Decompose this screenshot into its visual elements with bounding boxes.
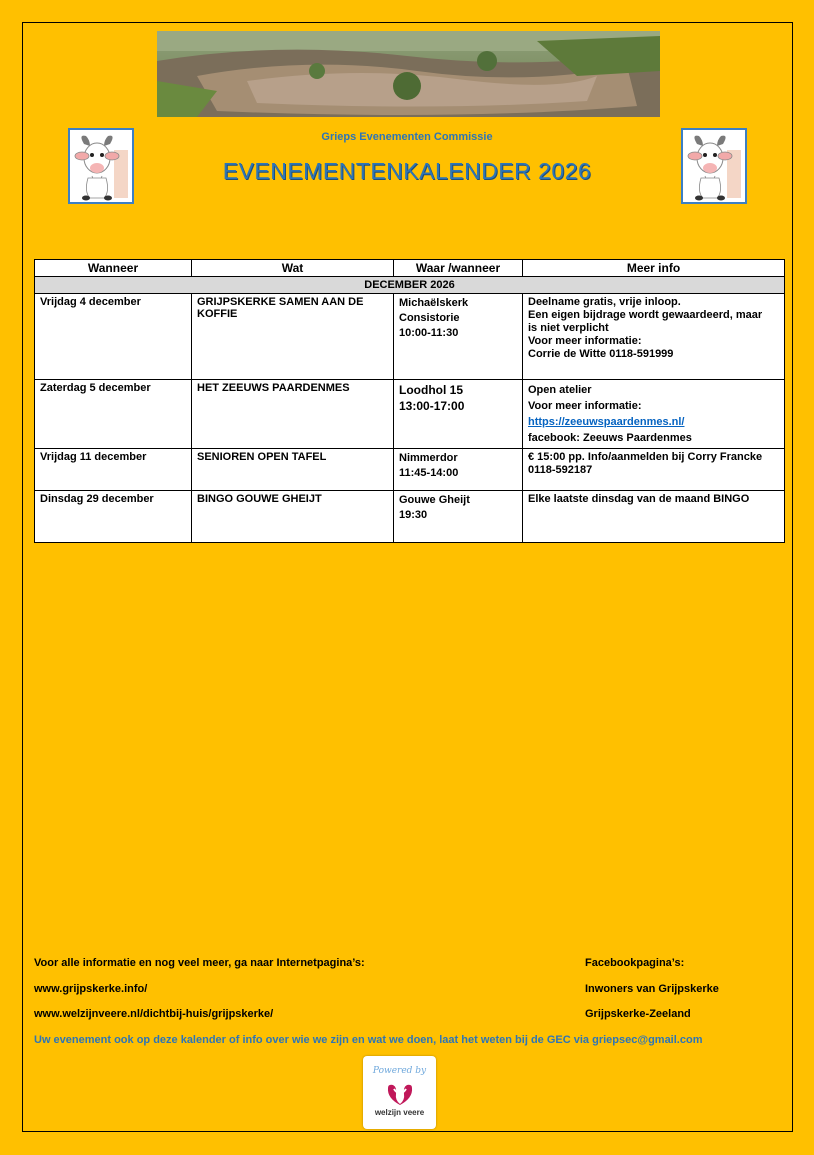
table-row [35, 491, 785, 543]
event-info [523, 380, 785, 449]
table-row [35, 449, 785, 491]
where-line: 19:30 [399, 509, 428, 521]
column-header-info: Meer info [523, 260, 785, 277]
info-line: 0118-592187 [528, 464, 593, 476]
column-header-what: Wat [192, 260, 394, 277]
event-what: SENIOREN OPEN TAFEL [192, 449, 394, 491]
page-title: EVENEMENTENKALENDER 2026 [222, 158, 592, 184]
info-line: Een eigen bijdrage wordt gewaardeerd, maar [528, 309, 763, 321]
event-where [394, 380, 523, 449]
info-line: is niet verplicht [528, 322, 609, 334]
footer-website-link[interactable]: www.grijpskerke.info/ [34, 983, 148, 995]
info-line: € 15:00 pp. Info/aanmelden bij Corry Francke [528, 451, 763, 463]
aerial-village-photo [157, 31, 660, 117]
table-row [35, 294, 785, 380]
column-header-when: Wanneer [35, 260, 192, 277]
event-when: Vrijdag 11 december [35, 449, 192, 491]
event-where [394, 294, 523, 380]
where-line: Consistorie [399, 312, 460, 324]
info-line: Corrie de Witte 0118-591999 [528, 348, 674, 360]
where-line: 11:45-14:00 [399, 467, 459, 479]
logo-powered-text: Powered by [372, 1066, 427, 1076]
table-row [35, 380, 785, 449]
event-when: Vrijdag 4 december [35, 294, 192, 380]
where-line: Nimmerdor [399, 452, 458, 464]
welzijn-veere-logo [363, 1056, 436, 1129]
where-line: 13:00-17:00 [399, 399, 465, 413]
event-where [394, 491, 523, 543]
info-line: Voor meer informatie: [528, 335, 642, 347]
where-line: Loodhol 15 [399, 383, 463, 397]
info-line: Deelname gratis, vrije inloop. [528, 296, 681, 308]
column-header-where: Waar /wanneer [394, 260, 523, 277]
website-link[interactable]: https://zeeuwspaardenmes.nl/ [528, 416, 685, 428]
footer-call-to-action [34, 1034, 784, 1046]
month-label: DECEMBER 2026 [35, 277, 785, 294]
footer-facebook-page[interactable]: Inwoners van Grijpskerke [585, 983, 719, 995]
heart-logo-icon [385, 1084, 415, 1106]
cta-text: Uw evenement ook op deze kalender of info over wie we zijn en wat we doen, laat het weten bij de GEC via [34, 1034, 590, 1046]
event-when: Zaterdag 5 december [35, 380, 192, 449]
event-what: GRIJPSKERKE SAMEN AAN DE KOFFIE [192, 294, 394, 380]
event-info [523, 449, 785, 491]
info-line: Voor meer informatie: [528, 400, 642, 412]
event-where [394, 449, 523, 491]
event-info [523, 294, 785, 380]
info-line: facebook: Zeeuws Paardenmes [528, 432, 692, 444]
month-row [35, 277, 785, 294]
footer-website-link[interactable]: www.welzijnveere.nl/dichtbij-huis/grijpskerke/ [34, 1008, 274, 1020]
footer-facebook-page[interactable]: Grijpskerke-Zeeland [585, 1008, 691, 1020]
logo-name: welzijn veere [374, 1108, 425, 1117]
event-when: Dinsdag 29 december [35, 491, 192, 543]
where-line: 10:00-11:30 [399, 327, 459, 339]
where-line: Michaëlskerk [399, 297, 469, 309]
table-header-row [35, 260, 785, 277]
event-calendar-table [34, 259, 785, 543]
event-what: HET ZEEUWS PAARDENMES [192, 380, 394, 449]
event-info [523, 491, 785, 543]
info-line: Open atelier [528, 384, 592, 396]
footer-website-intro: Voor alle informatie en nog veel meer, ga naar Internetpagina’s: [34, 957, 365, 969]
event-what: BINGO GOUWE GHEIJT [192, 491, 394, 543]
footer-facebook-intro: Facebookpagina’s: [585, 957, 685, 969]
info-line: Elke laatste dinsdag van de maand BINGO [528, 493, 750, 505]
where-line: Gouwe Gheijt [399, 494, 470, 506]
email-link[interactable]: griepsec@gmail.com [592, 1034, 703, 1046]
organization-name: Grieps Evenementen Commissie [321, 131, 493, 143]
